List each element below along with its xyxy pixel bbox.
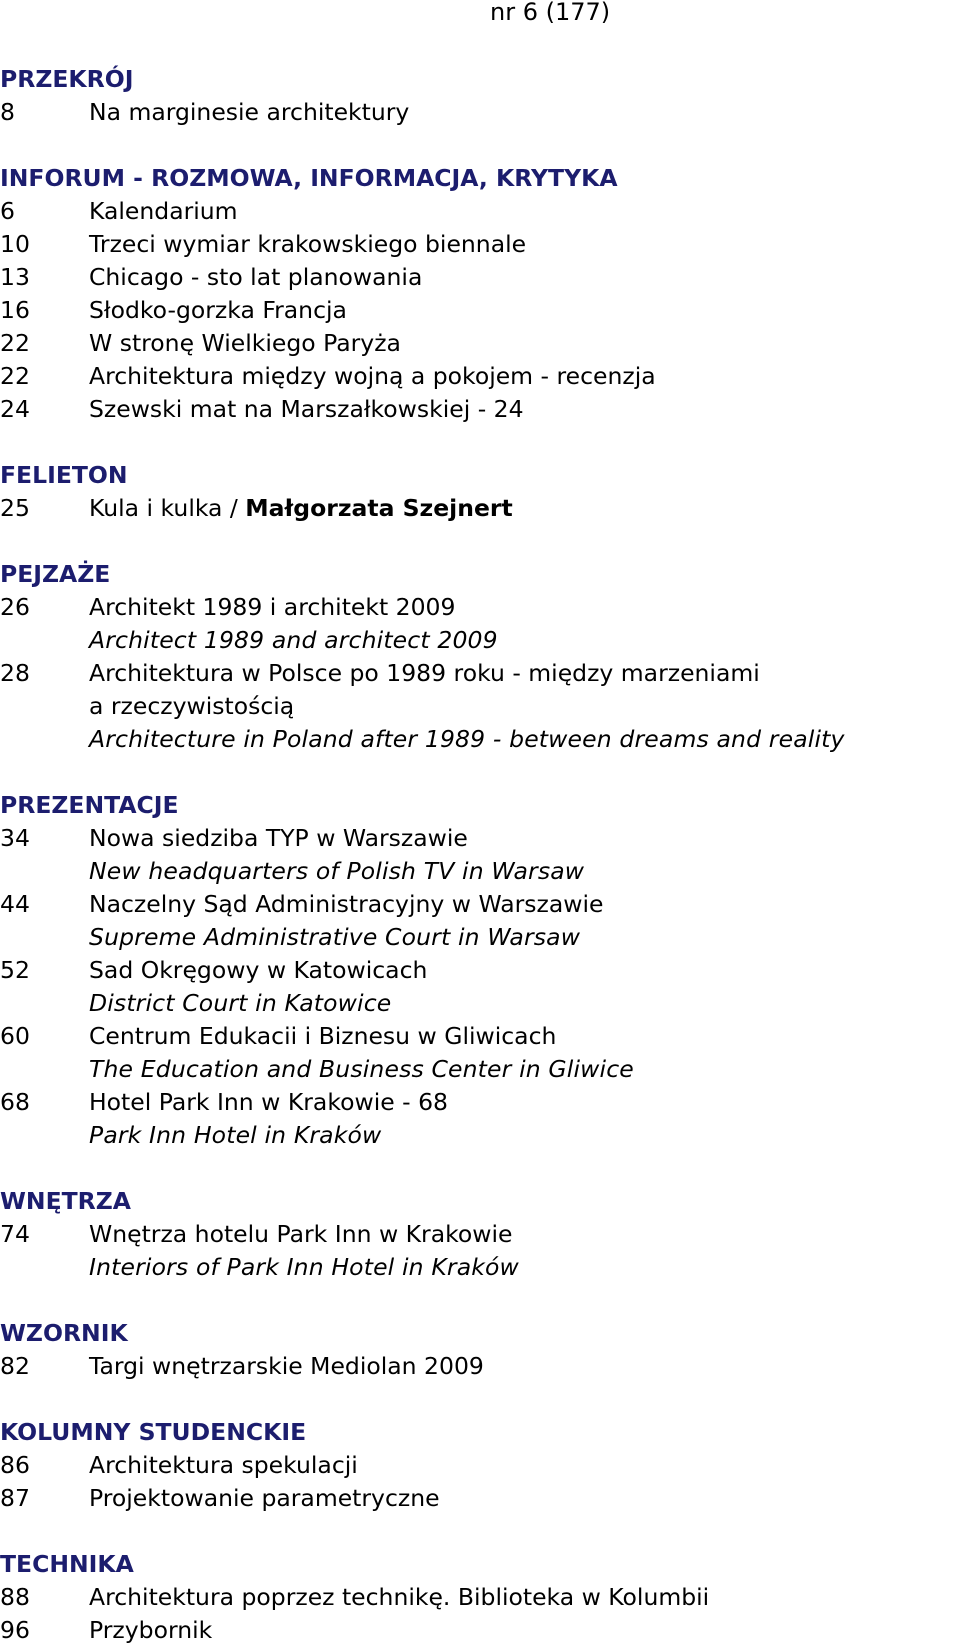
page-number: 96 [0,1616,30,1644]
section-heading: PREZENTACJE [0,791,179,819]
page-number: 24 [0,395,30,423]
page-number: 68 [0,1088,30,1116]
entry-title [89,591,960,624]
page-number: 88 [0,1583,30,1611]
page-number: 87 [0,1484,30,1512]
issue-number: nr 6 (177) [490,0,611,26]
entry-title [89,228,960,261]
entry-title-text: Sad Okręgowy w Katowicach [89,956,428,984]
entry-title [89,1614,960,1647]
section-heading: WNĘTRZA [0,1187,131,1215]
entry-title [89,657,960,690]
entry-title-english: Supreme Administrative Court in Warsaw [89,923,581,951]
page-number: 52 [0,956,30,984]
toc-entry [0,657,960,756]
entry-title-text: Kula i kulka / [89,494,246,522]
entry-titles [89,1482,960,1515]
entry-title-text: Szewski mat na Marszałkowskiej - 24 [89,395,524,423]
entry-author: Małgorzata Szejnert [245,494,513,522]
entry-title-english: Interiors of Park Inn Hotel in Kraków [89,1253,519,1281]
section-heading: INFORUM - ROZMOWA, INFORMACJA, KRYTYKA [0,164,618,192]
entry-titles [89,1086,960,1152]
entry-title-english: The Education and Business Center in Gliwice [89,1055,634,1083]
entry-title-text: Architektura w Polsce po 1989 roku - między marzeniami [89,659,760,687]
entry-title [89,888,960,921]
toc-entry [0,360,960,393]
section-heading: KOLUMNY STUDENCKIE [0,1418,307,1446]
entry-title-text: Architektura między wojną a pokojem - recenzja [89,362,656,390]
toc-entry [0,822,960,888]
page-number: 22 [0,329,30,357]
page-number: 26 [0,593,30,621]
page-number: 22 [0,362,30,390]
entry-title-text: Na marginesie architektury [89,98,410,126]
entry-title [89,294,960,327]
entry-title [89,1350,960,1383]
toc-entry [0,1218,960,1284]
entry-title-text: Centrum Edukacii i Biznesu w Gliwicach [89,1022,557,1050]
entry-title-continued: a rzeczywistością [89,692,295,720]
toc-entry [0,294,960,327]
toc-entry [0,1581,960,1614]
section-pejzaze [0,558,960,756]
entry-titles [89,1020,960,1086]
entry-titles [89,96,960,129]
entry-titles [89,393,960,426]
entry-title [89,1449,960,1482]
page-number: 16 [0,296,30,324]
entry-title [89,954,960,987]
page-number: 34 [0,824,30,852]
entry-title-english: Park Inn Hotel in Kraków [89,1121,382,1149]
table-of-contents [0,63,960,1647]
section-heading: TECHNIKA [0,1550,134,1578]
toc-entry [0,1086,960,1152]
entry-titles [89,954,960,1020]
entry-title [89,261,960,294]
page-number: 44 [0,890,30,918]
entry-title-text: Słodko-gorzka Francja [89,296,347,324]
section-przekroj [0,63,960,129]
section-heading: PRZEKRÓJ [0,65,134,93]
entry-titles [89,1350,960,1383]
toc-entry [0,1614,960,1647]
entry-title-text: W stronę Wielkiego Paryża [89,329,401,357]
entry-title-english: Architect 1989 and architect 2009 [89,626,498,654]
section-felieton [0,459,960,525]
page-number: 6 [0,197,15,225]
entry-titles [89,888,960,954]
entry-titles [89,822,960,888]
page-number: 13 [0,263,30,291]
toc-entry [0,1350,960,1383]
entry-title-text: Nowa siedziba TYP w Warszawie [89,824,468,852]
entry-title-text: Hotel Park Inn w Krakowie - 68 [89,1088,449,1116]
entry-title [89,360,960,393]
entry-titles [89,657,960,756]
toc-entry [0,1020,960,1086]
entry-titles [89,228,960,261]
entry-title-text: Naczelny Sąd Administracyjny w Warszawie [89,890,604,918]
entry-title-text: Targi wnętrzarskie Mediolan 2009 [89,1352,484,1380]
toc-entry [0,591,960,657]
toc-entry [0,888,960,954]
entry-title-text: Chicago - sto lat planowania [89,263,423,291]
entry-titles [89,294,960,327]
section-wnetrza [0,1185,960,1284]
entry-title-text: Architektura poprzez technikę. Biblioteka w Kolumbii [89,1583,710,1611]
entry-title-text: Trzeci wymiar krakowskiego biennale [89,230,527,258]
entry-titles [89,1449,960,1482]
entry-titles [89,1218,960,1284]
entry-title-text: Przybornik [89,1616,213,1644]
toc-entry [0,954,960,1020]
toc-entry [0,492,960,525]
toc-entry [0,96,960,129]
entry-title [89,327,960,360]
section-kolumny-studenckie [0,1416,960,1515]
section-wzornik [0,1317,960,1383]
page-number: 82 [0,1352,30,1380]
entry-titles [89,360,960,393]
entry-title [89,96,960,129]
section-inforum-rozmowa-informacja-krytyka [0,162,960,426]
entry-title [89,195,960,228]
entry-title-text: Kalendarium [89,197,238,225]
toc-entry [0,327,960,360]
entry-titles [89,327,960,360]
toc-entry [0,1449,960,1482]
toc-entry [0,228,960,261]
entry-title [89,492,960,525]
page-number: 10 [0,230,30,258]
entry-title-text: Projektowanie parametryczne [89,1484,440,1512]
page-number: 60 [0,1022,30,1050]
entry-titles [89,591,960,657]
entry-title-text: Wnętrza hotelu Park Inn w Krakowie [89,1220,513,1248]
toc-entry [0,195,960,228]
section-heading: WZORNIK [0,1319,128,1347]
section-prezentacje [0,789,960,1152]
entry-title-text: Architektura spekulacji [89,1451,358,1479]
page-number: 28 [0,659,30,687]
entry-title [89,393,960,426]
entry-title [89,1581,960,1614]
section-heading: FELIETON [0,461,128,489]
toc-entry [0,393,960,426]
entry-title [89,1086,960,1119]
page-number: 25 [0,494,30,522]
page-number: 74 [0,1220,30,1248]
entry-title [89,822,960,855]
entry-title [89,1020,960,1053]
page-number: 8 [0,98,15,126]
toc-entry [0,1482,960,1515]
entry-titles [89,1581,960,1614]
entry-titles [89,492,960,525]
entry-title-english: Architecture in Poland after 1989 - between dreams and reality [89,725,845,753]
entry-title [89,1218,960,1251]
page-number: 86 [0,1451,30,1479]
section-technika [0,1548,960,1647]
entry-titles [89,261,960,294]
entry-titles [89,1614,960,1647]
entry-title-english: District Court in Katowice [89,989,392,1017]
entry-title [89,1482,960,1515]
entry-titles [89,195,960,228]
entry-title-text: Architekt 1989 i architekt 2009 [89,593,456,621]
toc-entry [0,261,960,294]
entry-title-english: New headquarters of Polish TV in Warsaw [89,857,585,885]
section-heading: PEJZAŻE [0,560,111,588]
